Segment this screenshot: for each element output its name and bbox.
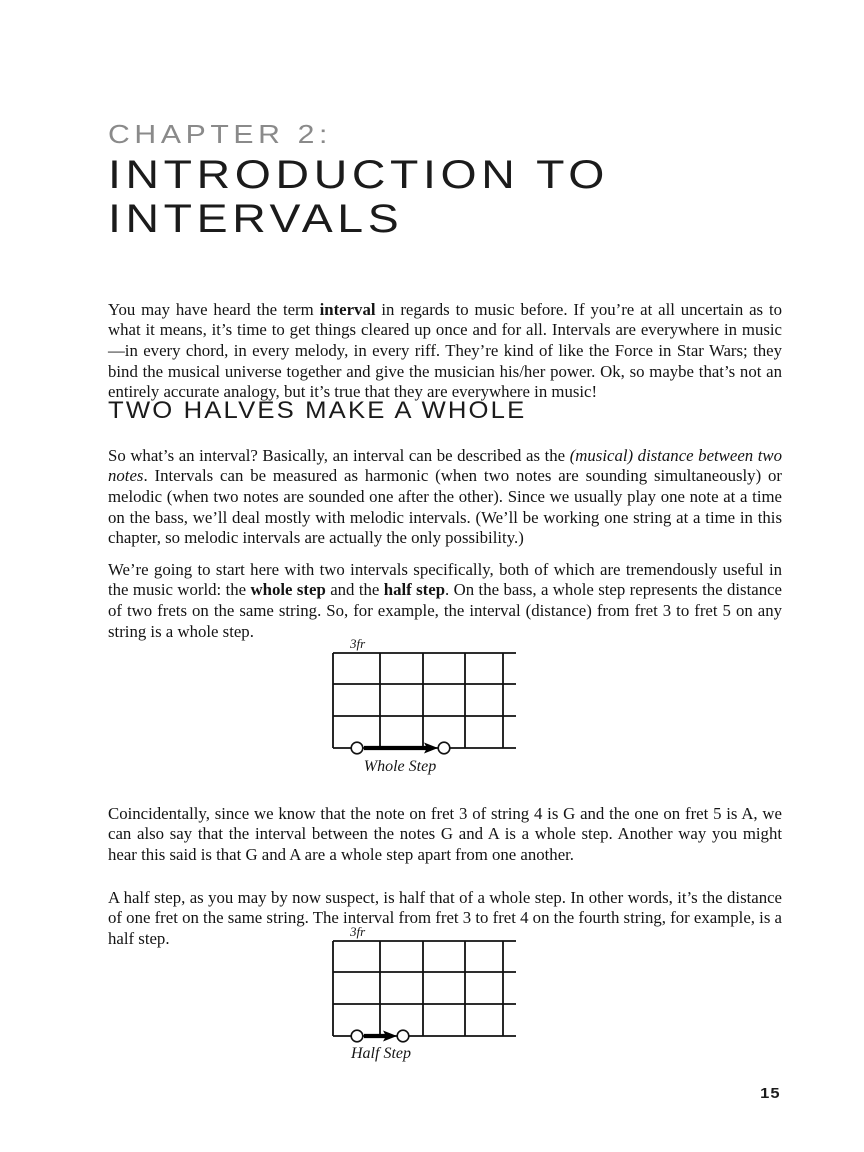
italic-definition: (musical) distance between two notes bbox=[108, 445, 783, 486]
start-note-dot bbox=[351, 742, 363, 754]
chapter-title-line1: INTRODUCTION TO bbox=[108, 153, 609, 197]
fretboard-grid bbox=[333, 653, 516, 748]
figure-caption: Half Step bbox=[351, 1045, 411, 1062]
chapter-title-line2: INTERVALS bbox=[108, 197, 404, 241]
text-run: You may have heard the term bbox=[108, 299, 320, 319]
page-number: 15 bbox=[760, 1085, 781, 1102]
section-heading: TWO HALVES MAKE A WHOLE bbox=[108, 397, 527, 424]
chapter-kicker: CHAPTER 2: bbox=[108, 119, 333, 149]
fret-position-label: 3fr bbox=[350, 924, 366, 939]
text-run: . Intervals can be measured as harmonic (when two notes are sounding simultaneously) or melodic (when two notes are sounded one after the other). Since we usually play one note at a time on the bass, we’ll deal mostly with melodic intervals. (We’ll be working one string at a time in this chapter, so melodic intervals are actually the only possibility.) bbox=[108, 466, 782, 548]
whole-half-step-paragraph bbox=[108, 560, 782, 642]
text-run: and the bbox=[325, 580, 384, 600]
fretboard-grid bbox=[333, 941, 516, 1036]
text-run: We’re going to start here with two intervals specifically, both of which are tremendously useful in the music world: the bbox=[108, 559, 782, 600]
intro-paragraph bbox=[108, 300, 782, 403]
chapter-title bbox=[108, 153, 609, 241]
bold-term-half-step: half step bbox=[383, 580, 446, 600]
figure-caption: Whole Step bbox=[363, 758, 437, 775]
end-note-dot bbox=[438, 742, 450, 754]
fretboard-figure-half-step bbox=[330, 919, 530, 1069]
bold-term-interval: interval bbox=[319, 299, 376, 319]
start-note-dot bbox=[351, 1030, 363, 1042]
g-to-a-paragraph: Coincidentally, since we know that the note on fret 3 of string 4 is G and the one on fret 5 is A, we can also say that the interval between the notes G and A is a whole step. Another way you might hear this said is that G and A are a whole step apart from one another. bbox=[108, 803, 782, 864]
half-step-paragraph: A half step, as you may by now suspect, is half that of a whole step. In other words, it’s the distance of one fret on the same string. The interval from fret 3 to fret 4 on the fourth string, for example, is a half step. bbox=[108, 887, 783, 948]
fret-position-label: 3fr bbox=[350, 636, 366, 651]
chapter-header bbox=[108, 119, 609, 241]
end-note-dot bbox=[397, 1030, 409, 1042]
text-run: in regards to music before. If you’re at all uncertain as to what it means, it’s time to get things cleared up once and for all. Intervals are everywhere in music—in every chord, in every melody, in every riff. They’re kind of like the Force in Star Wars; they bind the musical universe together and give the musician his/her power. Ok, so maybe that’s not an entirely accurate analogy, but it’s true that they are everywhere in music! bbox=[108, 299, 782, 402]
bold-term-whole-step: whole step bbox=[250, 580, 326, 600]
text-run: . On the bass, a whole step represents the distance of two frets on the same string. So, for example, the interval (distance) from fret 3 to fret 5 on any string is a whole step. bbox=[108, 580, 782, 641]
interval-definition-paragraph bbox=[108, 446, 782, 549]
fretboard-figure-whole-step bbox=[330, 631, 530, 781]
text-run: So what’s an interval? Basically, an interval can be described as the bbox=[108, 445, 570, 465]
